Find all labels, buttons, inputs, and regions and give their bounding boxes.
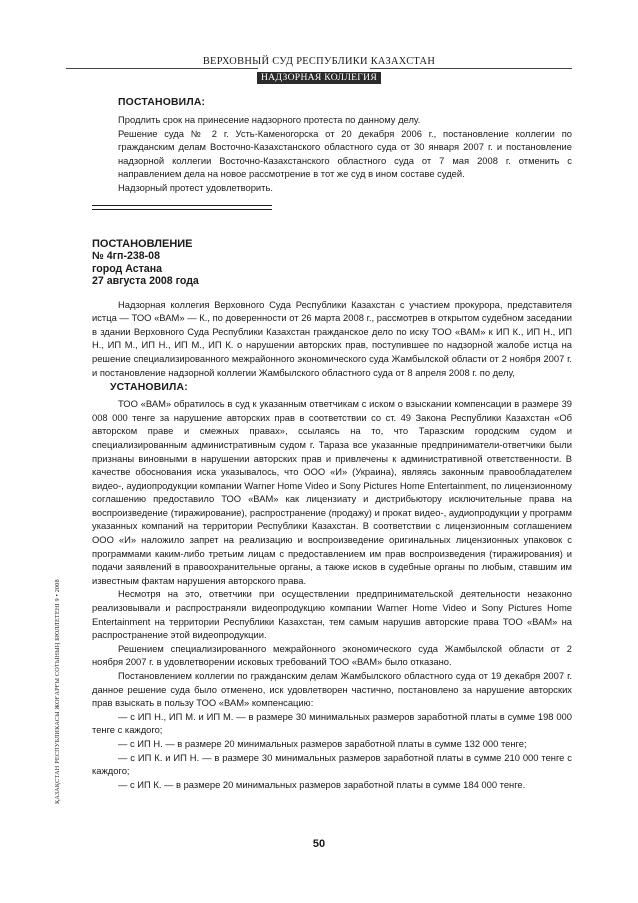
decree-number: № 4гп-238-08 <box>92 250 160 263</box>
section-divider <box>92 205 272 210</box>
side-bulletin-title: ҚАЗАҚСТАН РЕСПУБЛИКАСЫ ЖОҒАРҒЫ СОТЫНЫҢ БЮЛЛЕТЕНІ 9 • 2008 <box>54 579 61 804</box>
ruling-paragraph: Решение суда № 2 г. Усть-Каменогорска от 20 декабря 2006 г., постановление коллегии по гражданским делам Восточно-Казахстанского областного суда от 30 января 2007 г. и постановление надзорной коллегии Восточно-Казахстанского областного суда от 7 мая 2008 г. отменить с направлением дела на новое рассмотрение в тот же суд в ином составе судей. <box>118 127 572 180</box>
decree-city: город Астана <box>92 262 162 275</box>
page-content <box>92 96 572 791</box>
section-ruling <box>92 96 572 195</box>
ruling-heading: ПОСТАНОВИЛА: <box>118 97 206 108</box>
header-rule-left <box>66 68 258 69</box>
decree-paragraph: Решением специализированного межрайонного экономического суда Жамбылской области от 2 ноября 2007 г. в удовлетворении исковых требований ТОО «ВАМ» было отказано. <box>92 642 572 668</box>
page-number: 50 <box>312 838 326 850</box>
established-heading: УСТАНОВИЛА: <box>110 382 188 394</box>
ruling-paragraph: Продлить срок на принесение надзорного протеста по данному делу. <box>118 114 421 125</box>
compensation-item: — с ИП Н., ИП М. и ИП М. — в размере 30 минимальных размеров заработной платы в сумме 198 000 тенге с каждого; <box>92 710 572 736</box>
compensation-item: — с ИП К. и ИП Н. — в размере 30 минимальных размеров заработной платы в сумме 210 000 тенге с каждого; <box>92 751 572 777</box>
header-rule-right <box>370 68 572 69</box>
decree-paragraph: ТОО «ВАМ» обратилось в суд к указанным ответчикам с иском о взыскании компенсации в размере 39 008 000 тенге за нарушение авторских прав в соответствии со ст. 49 Закона Республики Казахстан «Об авторском праве и смежных правах», ссылаясь на то, что Таразским городским судом и специализированным административным судом г. Тараза все указанные предприниматели-ответчики были признаны виновными в нарушении авторских прав и привлечены к административной ответственности. В качестве обоснования иска указывалось, что ООО «И» (Украина), являясь законным правообладателем видео-, аудиопродукции компании Warner Home Video и Sony Pictures Home Entertainment, по лицензионному соглашению предоставило ТОО «ВАМ» как лицензиату и дистрибьютору исключительные права на воспроизведение (тиражирование), распространение (продажу) и прокат видео-, аудиопродукции у программ указанных компаний на территории Республики Казахстан. В соответствии с лицензионным соглашением ООО «И» наложило запрет на реализацию и воспроизведение оригинальных лицензионных упаковок с программами каким-либо третьим лицам с предоставлением им прав воспроизведения (тиражирования) и подачи заявлений в правоохранительные органы, а также исков в судебные органы по любым, ставшим им известным фактам нарушения авторского права. <box>92 398 572 586</box>
compensation-item: — с ИП Н. — в размере 20 минимальных размеров заработной платы в сумме 132 000 тенге; <box>118 737 527 749</box>
decree-paragraph: Постановлением коллегии по гражданским делам Жамбылского областного суда от 19 декабря 2007 г. данное решение суда было отменено, иск удовлетворен частично, постановлено за нарушение авторских прав взыскать в пользу ТОО «ВАМ» компенсацию: <box>92 670 572 709</box>
header-court-name: ВЕРХОВНЫЙ СУД РЕСПУБЛИКИ КАЗАХСТАН <box>202 56 436 67</box>
running-header <box>0 56 638 85</box>
decree-block <box>92 238 572 792</box>
decree-intro: Надзорная коллегия Верховного Суда Республики Казахстан с участием прокурора, представителя истца — ТОО «ВАМ» — К., по доверенности от 26 марта 2008 г., рассмотрев в открытом судебном заседании в здании Верховного Суда Республики Казахстан гражданское дело по иску ТОО «ВАМ» к ИП К., ИП Н., ИП Н., ИП М., ИП Н., ИП М., ИП К. о нарушении авторских прав, поступившее по надзорной жалобе истца на решение специализированного межрайонного экономического суда Жамбылской области от 2 ноября 2007 г. и постановление надзорной коллегии Жамбылского областного суда от 8 апреля 2008 г. по делу, <box>92 298 572 378</box>
decree-date: 27 августа 2008 года <box>92 275 199 288</box>
ruling-paragraph: Надзорный протест удовлетворить. <box>118 181 273 193</box>
header-board-name: НАДЗОРНАЯ КОЛЛЕГИЯ <box>257 72 381 84</box>
decree-paragraph: Несмотря на это, ответчики при осуществлении предпринимательской деятельности незаконно реализовывали и распространяли видеопродукцию компании Warner Home Video и Sony Pictures Home Entertainment на территории Республики Казахстан, тем самым нарушив авторские права ТОО «ВАМ» на распространение этой видеопродукции. <box>92 588 572 641</box>
decree-title: ПОСТАНОВЛЕНИЕ <box>92 237 193 250</box>
compensation-item: — с ИП К. — в размере 20 минимальных размеров заработной платы в сумме 184 000 тенге. <box>118 778 526 790</box>
